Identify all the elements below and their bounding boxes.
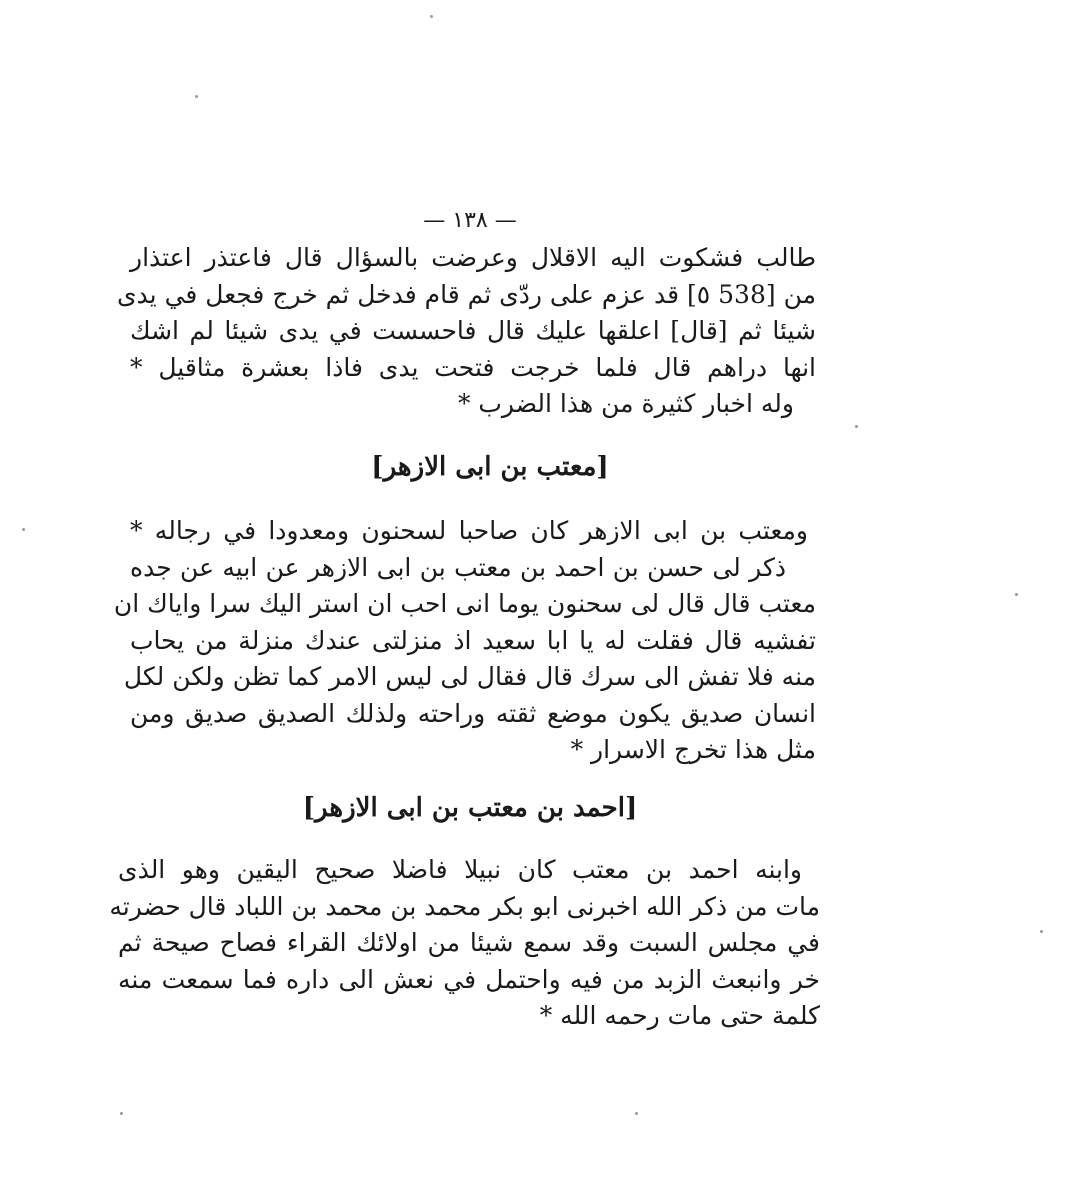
paragraph-line: ومعتب بن ابى الازهر كان صاحبا لسحنون ومعدودا في رجاله *	[130, 516, 808, 545]
scan-speck	[855, 425, 858, 428]
paragraph-line: خر وانبعث الزبد من فيه واحتمل في نعش الى داره فما سمعت منه	[118, 964, 820, 994]
scan-speck	[120, 1112, 123, 1115]
paragraph-line: وله اخبار كثيرة من هذا الضرب *	[457, 389, 794, 418]
paragraph-line: كلمة حتى مات رحمه الله *	[539, 1001, 820, 1030]
paragraph-ahmad	[109, 852, 820, 1035]
paragraph-line: وابنه احمد بن معتب كان نبيلا فاضلا صحيح اليقين وهو الذى	[118, 855, 802, 884]
paragraph-line: من [538 ٥] قد عزم على ردّى ثم قام فدخل ثم خرج فجعل في يدى	[116, 279, 816, 309]
paragraph-line: في مجلس السبت وقد سمع شيئا من اولائك القراء فصاح صيحة ثم	[118, 928, 820, 957]
section-heading-ahmad: [احمد بن معتب بن ابى الازهر]	[302, 793, 638, 823]
paragraph-line: طالب فشكوت اليه الاقلال وعرضت بالسؤال قال فاعتذر اعتذار	[130, 243, 816, 272]
section-heading-muattab: [معتب بن ابى الازهر]	[371, 452, 609, 482]
paragraph-line: تفشيه قال فقلت له يا ابا سعيد اذ منزلتى عندك منزلة من يحاب	[130, 625, 816, 655]
page-number: — ١٣٨ —	[423, 208, 517, 233]
scan-speck	[22, 528, 25, 531]
scan-speck	[195, 95, 198, 98]
paragraph-line: معتب قال قال لى سحنون يوما انى احب ان استر اليك سرا واياك ان	[113, 589, 816, 618]
paragraph-line: منه فلا تفش الى سرك قال فقال لى ليس الامر كما تظن ولكن لكل	[123, 662, 816, 691]
paragraph-continuation	[116, 240, 816, 423]
scan-speck	[635, 1112, 638, 1115]
scan-speck	[1040, 930, 1043, 933]
paragraph-line: انها دراهم قال فلما خرجت فتحت يدى فاذا بعشرة مثاقيل *	[130, 352, 816, 382]
paragraph-line: انسان صديق يكون موضع ثقته وراحته ولذلك الصديق صديق ومن	[130, 698, 816, 728]
scan-speck	[1015, 593, 1018, 596]
scan-speck	[430, 15, 433, 18]
paragraph-line: مثل هذا تخرج الاسرار *	[570, 735, 816, 764]
paragraph-line: شيئا ثم [قال] اعلقها عليك قال فاحسست في يدى شيئا لم اشك	[130, 316, 816, 345]
paragraph-line: مات من ذكر الله اخبرنى ابو بكر محمد بن محمد بن اللباد قال حضرته	[109, 891, 820, 921]
paragraph-line: ذكر لى حسن بن احمد بن معتب بن ابى الازهر عن ابيه عن جده	[130, 552, 786, 582]
paragraph-muattab	[113, 513, 816, 769]
